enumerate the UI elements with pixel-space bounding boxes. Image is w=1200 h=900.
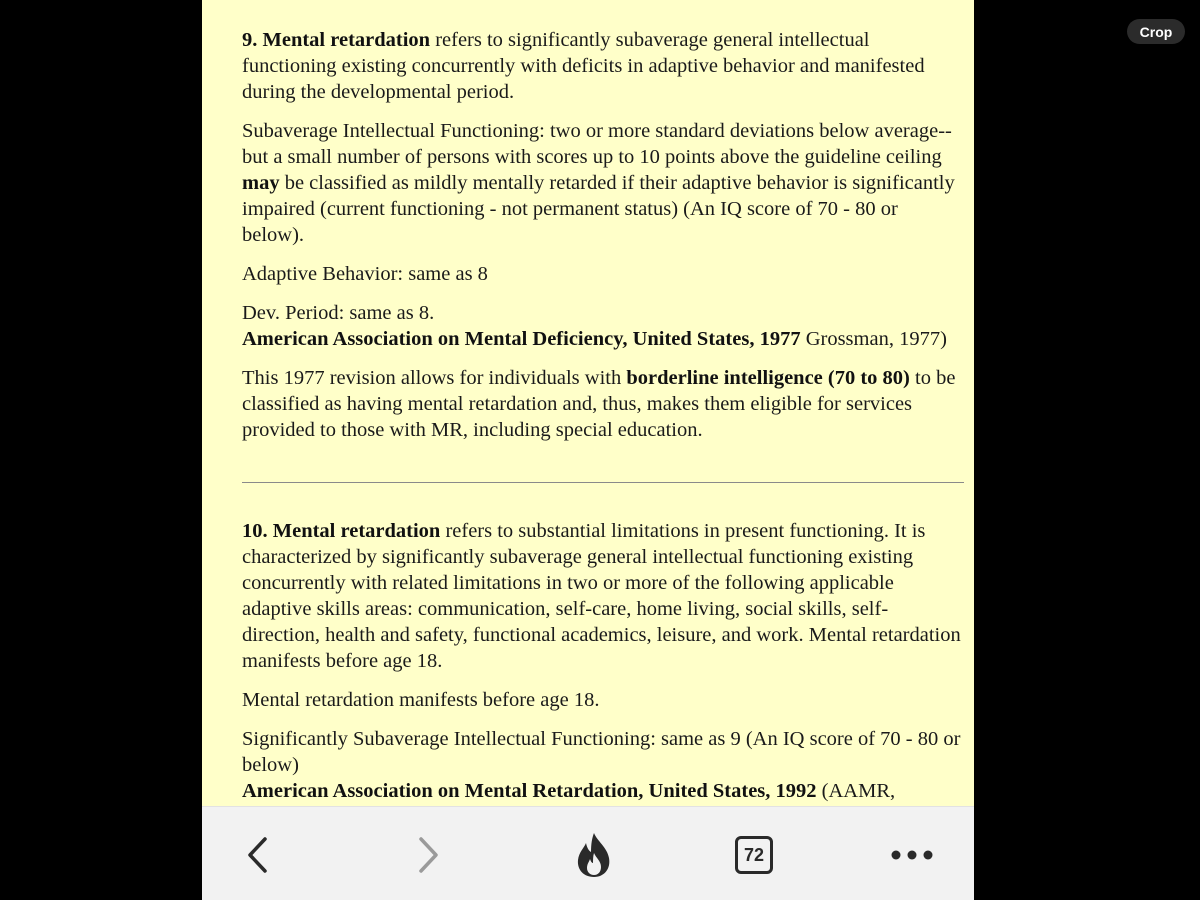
tab-count-badge: 72 <box>735 836 773 874</box>
crop-button[interactable]: Crop <box>1127 19 1185 44</box>
section-10 <box>242 518 964 804</box>
manifests-paragraph: Mental retardation manifests before age 18. <box>242 689 600 711</box>
back-button[interactable] <box>240 835 276 875</box>
borderline-intelligence-emphasis: borderline intelligence (70 to 80) <box>626 367 910 389</box>
adaptive-behavior-paragraph: Adaptive Behavior: same as 8 <box>242 263 488 285</box>
chevron-right-icon <box>416 836 440 874</box>
tabs-button[interactable] <box>732 835 776 875</box>
flame-icon <box>574 831 614 879</box>
more-button[interactable] <box>888 835 936 875</box>
fire-button[interactable] <box>570 835 618 875</box>
dev-period-paragraph: Dev. Period: same as 8. <box>242 302 435 324</box>
section-9-term: 9. Mental retardation <box>242 29 431 51</box>
section-10-definition: 10. Mental retardation refers to substantial limitations in present functioning. It is characterized by significantly subaverage general intellectual functioning existing concurrently with related limitations in two or more of the following applicable adaptive skills areas: communication, self-care, home living, social skills, self-direction, health and safety, functional academics, leisure, and work. Mental retardation manifests before age 18. <box>242 520 961 672</box>
subaverage-functioning-paragraph: Subaverage Intellectual Functioning: two or more standard deviations below average--but a small number of persons with scores up to 10 points above the guideline ceiling may be classified as mildly mentally retarded if their adaptive behavior is significantly impaired (current functioning - not permanent status) (An IQ score of 70 - 80 or below). <box>242 120 955 246</box>
section-10-source: American Association on Mental Retardation, United States, 1992 (AAMR, <box>242 780 896 802</box>
subaverage-functioning-10-paragraph: Significantly Subaverage Intellectual Functioning: same as 9 (An IQ score of 70 - 80 or below) <box>242 728 961 776</box>
chevron-left-icon <box>246 836 270 874</box>
section-9-source: American Association on Mental Deficiency, United States, 1977 Grossman, 1977) <box>242 328 947 350</box>
section-9 <box>242 27 964 443</box>
revision-paragraph: This 1977 revision allows for individuals with borderline intelligence (70 to 80) to be classified as having mental retardation and, thus, makes them eligible for services provided to those with MR, including special education. <box>242 367 956 441</box>
source-organization: American Association on Mental Deficiency, United States, 1977 <box>242 328 801 350</box>
section-9-definition: 9. Mental retardation refers to significantly subaverage general intellectual functioning existing concurrently with deficits in adaptive behavior and manifested during the developmental period. <box>242 29 925 103</box>
forward-button[interactable] <box>410 835 446 875</box>
source-organization-10: American Association on Mental Retardation, United States, 1992 <box>242 780 817 802</box>
section-divider <box>242 482 964 483</box>
ellipsis-icon <box>890 850 934 860</box>
emphasis-may: may <box>242 172 280 194</box>
browser-toolbar <box>202 806 974 900</box>
document-page[interactable] <box>202 0 974 806</box>
section-10-term: 10. Mental retardation <box>242 520 441 542</box>
